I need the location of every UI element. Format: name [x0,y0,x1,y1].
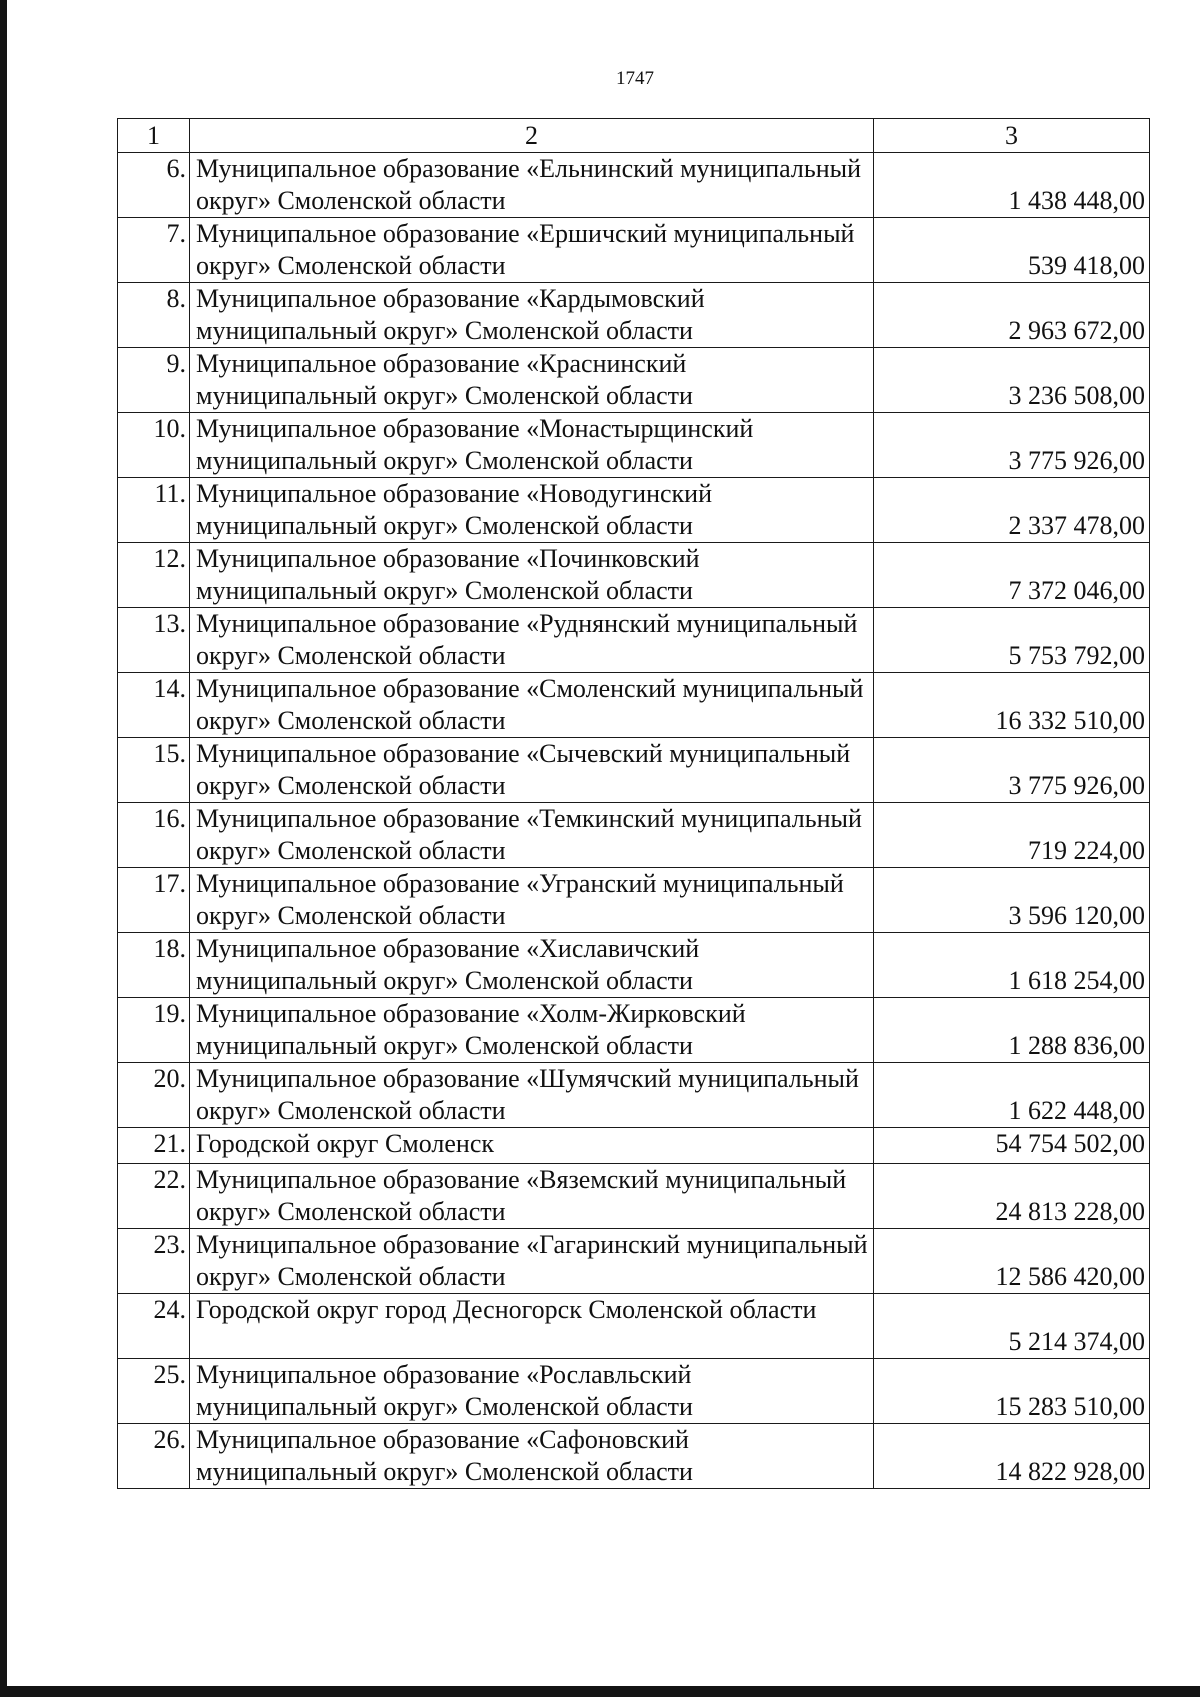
row-number: 10. [118,413,190,478]
row-municipality-name: Городской округ Смоленск [190,1128,874,1164]
table-row [118,1164,1150,1229]
row-municipality-name: Муниципальное образование «Починковский муниципальный округ» Смоленской области [190,543,874,608]
row-municipality-name: Муниципальное образование «Хиславичский муниципальный округ» Смоленской области [190,933,874,998]
page-number: 1747 [616,68,654,89]
table-row [118,738,1150,803]
row-amount: 1 622 448,00 [874,1063,1150,1128]
table-row [118,478,1150,543]
table-row [118,1229,1150,1294]
row-amount: 7 372 046,00 [874,543,1150,608]
row-amount: 1 618 254,00 [874,933,1150,998]
distribution-table [117,118,1150,1489]
row-number: 17. [118,868,190,933]
table-row [118,153,1150,218]
row-amount: 1 288 836,00 [874,998,1150,1063]
row-municipality-name: Муниципальное образование «Руднянский муниципальный округ» Смоленской области [190,608,874,673]
row-amount: 539 418,00 [874,218,1150,283]
scan-edge-bottom [0,1686,1200,1697]
table-row [118,283,1150,348]
row-number: 14. [118,673,190,738]
row-amount: 3 775 926,00 [874,413,1150,478]
table-row [118,1128,1150,1164]
row-amount: 5 753 792,00 [874,608,1150,673]
row-number: 23. [118,1229,190,1294]
table-row [118,998,1150,1063]
row-amount: 54 754 502,00 [874,1128,1150,1164]
row-number: 11. [118,478,190,543]
row-number: 26. [118,1424,190,1489]
table-header-row [118,119,1150,153]
row-number: 21. [118,1128,190,1164]
header-col-2: 2 [190,119,874,153]
row-municipality-name: Городской округ город Десногорск Смоленской области [190,1294,874,1359]
row-municipality-name: Муниципальное образование «Ельнинский муниципальный округ» Смоленской области [190,153,874,218]
row-municipality-name: Муниципальное образование «Сафоновский муниципальный округ» Смоленской области [190,1424,874,1489]
table-row [118,608,1150,673]
header-col-1: 1 [118,119,190,153]
table-row [118,348,1150,413]
row-municipality-name: Муниципальное образование «Кардымовский муниципальный округ» Смоленской области [190,283,874,348]
row-municipality-name: Муниципальное образование «Краснинский муниципальный округ» Смоленской области [190,348,874,413]
row-municipality-name: Муниципальное образование «Холм-Жирковский муниципальный округ» Смоленской области [190,998,874,1063]
row-number: 8. [118,283,190,348]
table-row [118,1424,1150,1489]
row-amount: 2 337 478,00 [874,478,1150,543]
table-row [118,1063,1150,1128]
row-amount: 1 438 448,00 [874,153,1150,218]
row-amount: 3 775 926,00 [874,738,1150,803]
row-amount: 15 283 510,00 [874,1359,1150,1424]
row-number: 18. [118,933,190,998]
table-row [118,933,1150,998]
row-municipality-name: Муниципальное образование «Шумячский муниципальный округ» Смоленской области [190,1063,874,1128]
row-number: 16. [118,803,190,868]
row-amount: 3 596 120,00 [874,868,1150,933]
table-row [118,868,1150,933]
row-number: 20. [118,1063,190,1128]
row-number: 25. [118,1359,190,1424]
row-municipality-name: Муниципальное образование «Гагаринский муниципальный округ» Смоленской области [190,1229,874,1294]
table-row [118,803,1150,868]
row-number: 15. [118,738,190,803]
row-amount: 2 963 672,00 [874,283,1150,348]
table-row [118,413,1150,478]
row-amount: 14 822 928,00 [874,1424,1150,1489]
header-col-3: 3 [874,119,1150,153]
row-number: 13. [118,608,190,673]
row-municipality-name: Муниципальное образование «Новодугинский муниципальный округ» Смоленской области [190,478,874,543]
row-number: 9. [118,348,190,413]
table-row [118,543,1150,608]
row-amount: 12 586 420,00 [874,1229,1150,1294]
row-municipality-name: Муниципальное образование «Вяземский муниципальный округ» Смоленской области [190,1164,874,1229]
row-municipality-name: Муниципальное образование «Ершичский муниципальный округ» Смоленской области [190,218,874,283]
row-amount: 5 214 374,00 [874,1294,1150,1359]
row-municipality-name: Муниципальное образование «Темкинский муниципальный округ» Смоленской области [190,803,874,868]
row-number: 24. [118,1294,190,1359]
row-municipality-name: Муниципальное образование «Угранский муниципальный округ» Смоленской области [190,868,874,933]
row-municipality-name: Муниципальное образование «Монастырщинский муниципальный округ» Смоленской области [190,413,874,478]
row-number: 6. [118,153,190,218]
table-row [118,1294,1150,1359]
table-row [118,673,1150,738]
row-amount: 24 813 228,00 [874,1164,1150,1229]
table-row [118,1359,1150,1424]
row-amount: 719 224,00 [874,803,1150,868]
row-number: 12. [118,543,190,608]
row-municipality-name: Муниципальное образование «Смоленский муниципальный округ» Смоленской области [190,673,874,738]
row-amount: 3 236 508,00 [874,348,1150,413]
row-amount: 16 332 510,00 [874,673,1150,738]
row-municipality-name: Муниципальное образование «Сычевский муниципальный округ» Смоленской области [190,738,874,803]
table-row [118,218,1150,283]
row-municipality-name: Муниципальное образование «Рославльский муниципальный округ» Смоленской области [190,1359,874,1424]
row-number: 22. [118,1164,190,1229]
row-number: 7. [118,218,190,283]
row-number: 19. [118,998,190,1063]
table-body [118,119,1150,1489]
scan-edge-left [0,0,7,1697]
